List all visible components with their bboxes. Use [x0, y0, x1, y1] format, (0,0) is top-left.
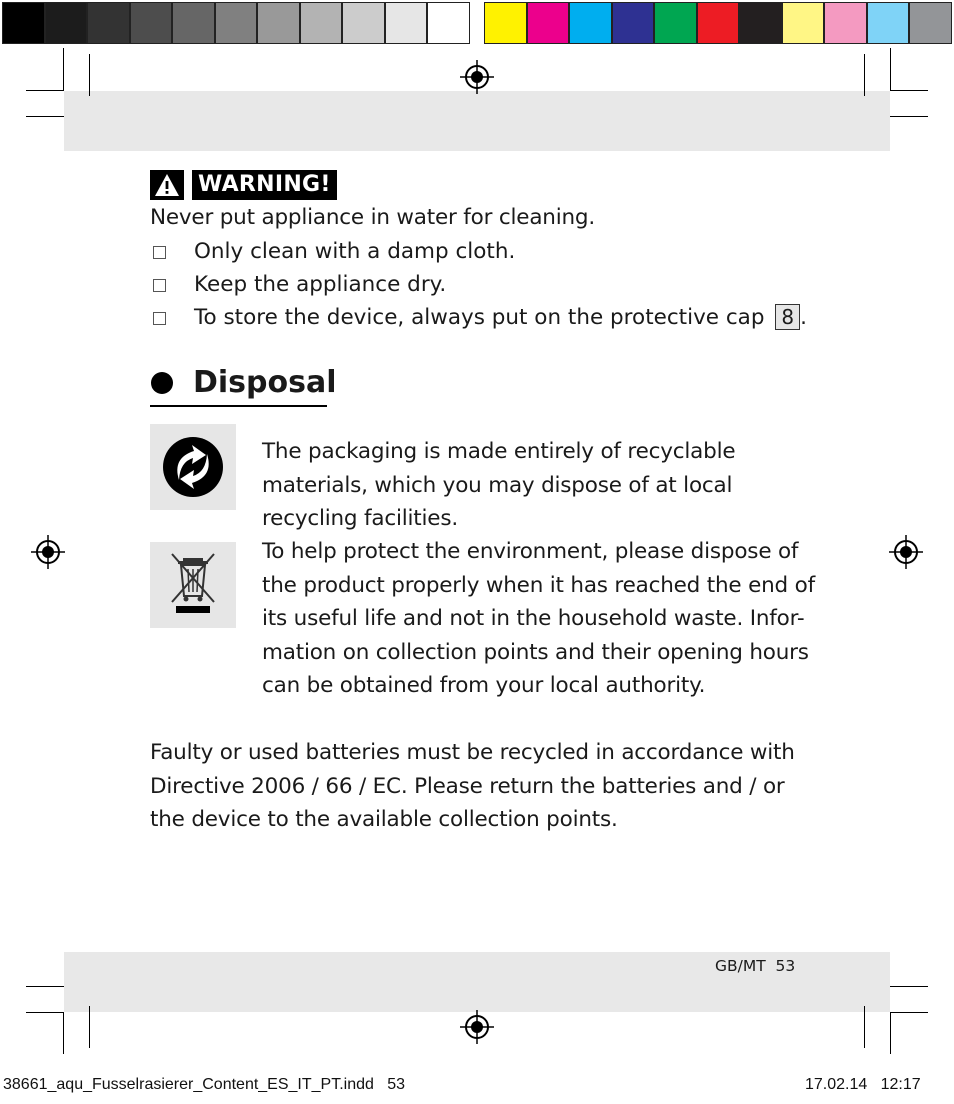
color-swatch: [300, 2, 343, 44]
battery-paragraph: Faulty or used batteries must be recycled in accordance with Directive 2006 / 66 / EC. Please return the batteries and / or the device to the available collection points.: [150, 740, 795, 832]
color-swatch: [867, 2, 910, 44]
color-swatch: [824, 2, 867, 44]
bullet-dot-icon: [150, 371, 174, 395]
color-swatch: [2, 2, 45, 44]
registration-mark-icon: [460, 1010, 494, 1044]
color-swatch: [697, 2, 740, 44]
color-swatch: [130, 2, 173, 44]
page-number: GB/MT 53: [715, 957, 796, 975]
color-swatch: [569, 2, 612, 44]
color-swatch: [612, 2, 655, 44]
product-disposal-paragraph: To help protect the environment, please dispose of the product properly when it has reached the end of its useful life and not in the household waste. Infor- mation on collection points and their opening hours can be obtained from your local authority.: [262, 539, 815, 698]
section-heading: [150, 363, 337, 407]
color-swatch: [45, 2, 88, 44]
list-item: To store the device, always put on the protective cap 8 .: [150, 301, 807, 334]
color-swatch: [257, 2, 300, 44]
section-title: Disposal: [193, 365, 337, 400]
color-swatch: [172, 2, 215, 44]
color-swatch: [909, 2, 952, 44]
color-swatch: [215, 2, 258, 44]
color-swatch: [484, 2, 527, 44]
color-swatch: [385, 2, 428, 44]
green-dot-recycling-icon: [150, 424, 236, 510]
checkbox-bullet-icon: [153, 279, 166, 292]
color-swatch: [782, 2, 825, 44]
header-band: [64, 91, 890, 151]
color-swatch: [527, 2, 570, 44]
list-item: Only clean with a damp cloth.: [150, 235, 515, 268]
warning-text: Never put appliance in water for cleaning.: [150, 205, 596, 230]
registration-mark-icon: [460, 60, 494, 94]
color-swatch: [427, 2, 470, 44]
warning-triangle-icon: [150, 170, 184, 200]
warning-label: WARNING!: [192, 170, 337, 200]
packaging-paragraph: The packaging is made entirely of recyclable materials, which you may dispose of at local recycling facilities.: [262, 439, 736, 531]
crossed-bin-icon: [150, 542, 236, 628]
color-swatch: [739, 2, 782, 44]
list-item: Keep the appliance dry.: [150, 268, 446, 301]
registration-mark-icon: [31, 535, 65, 569]
file-slug: 38661_aqu_Fusselrasierer_Content_ES_IT_PT.indd 53: [3, 1076, 406, 1093]
date-slug: 17.02.14 12:17: [805, 1076, 921, 1093]
warning-header: [150, 169, 337, 201]
part-reference-badge: 8: [775, 304, 800, 330]
checkbox-bullet-icon: [153, 246, 166, 259]
color-swatch: [654, 2, 697, 44]
checkbox-bullet-icon: [153, 312, 166, 325]
color-swatch: [342, 2, 385, 44]
registration-mark-icon: [889, 535, 923, 569]
color-swatch: [87, 2, 130, 44]
